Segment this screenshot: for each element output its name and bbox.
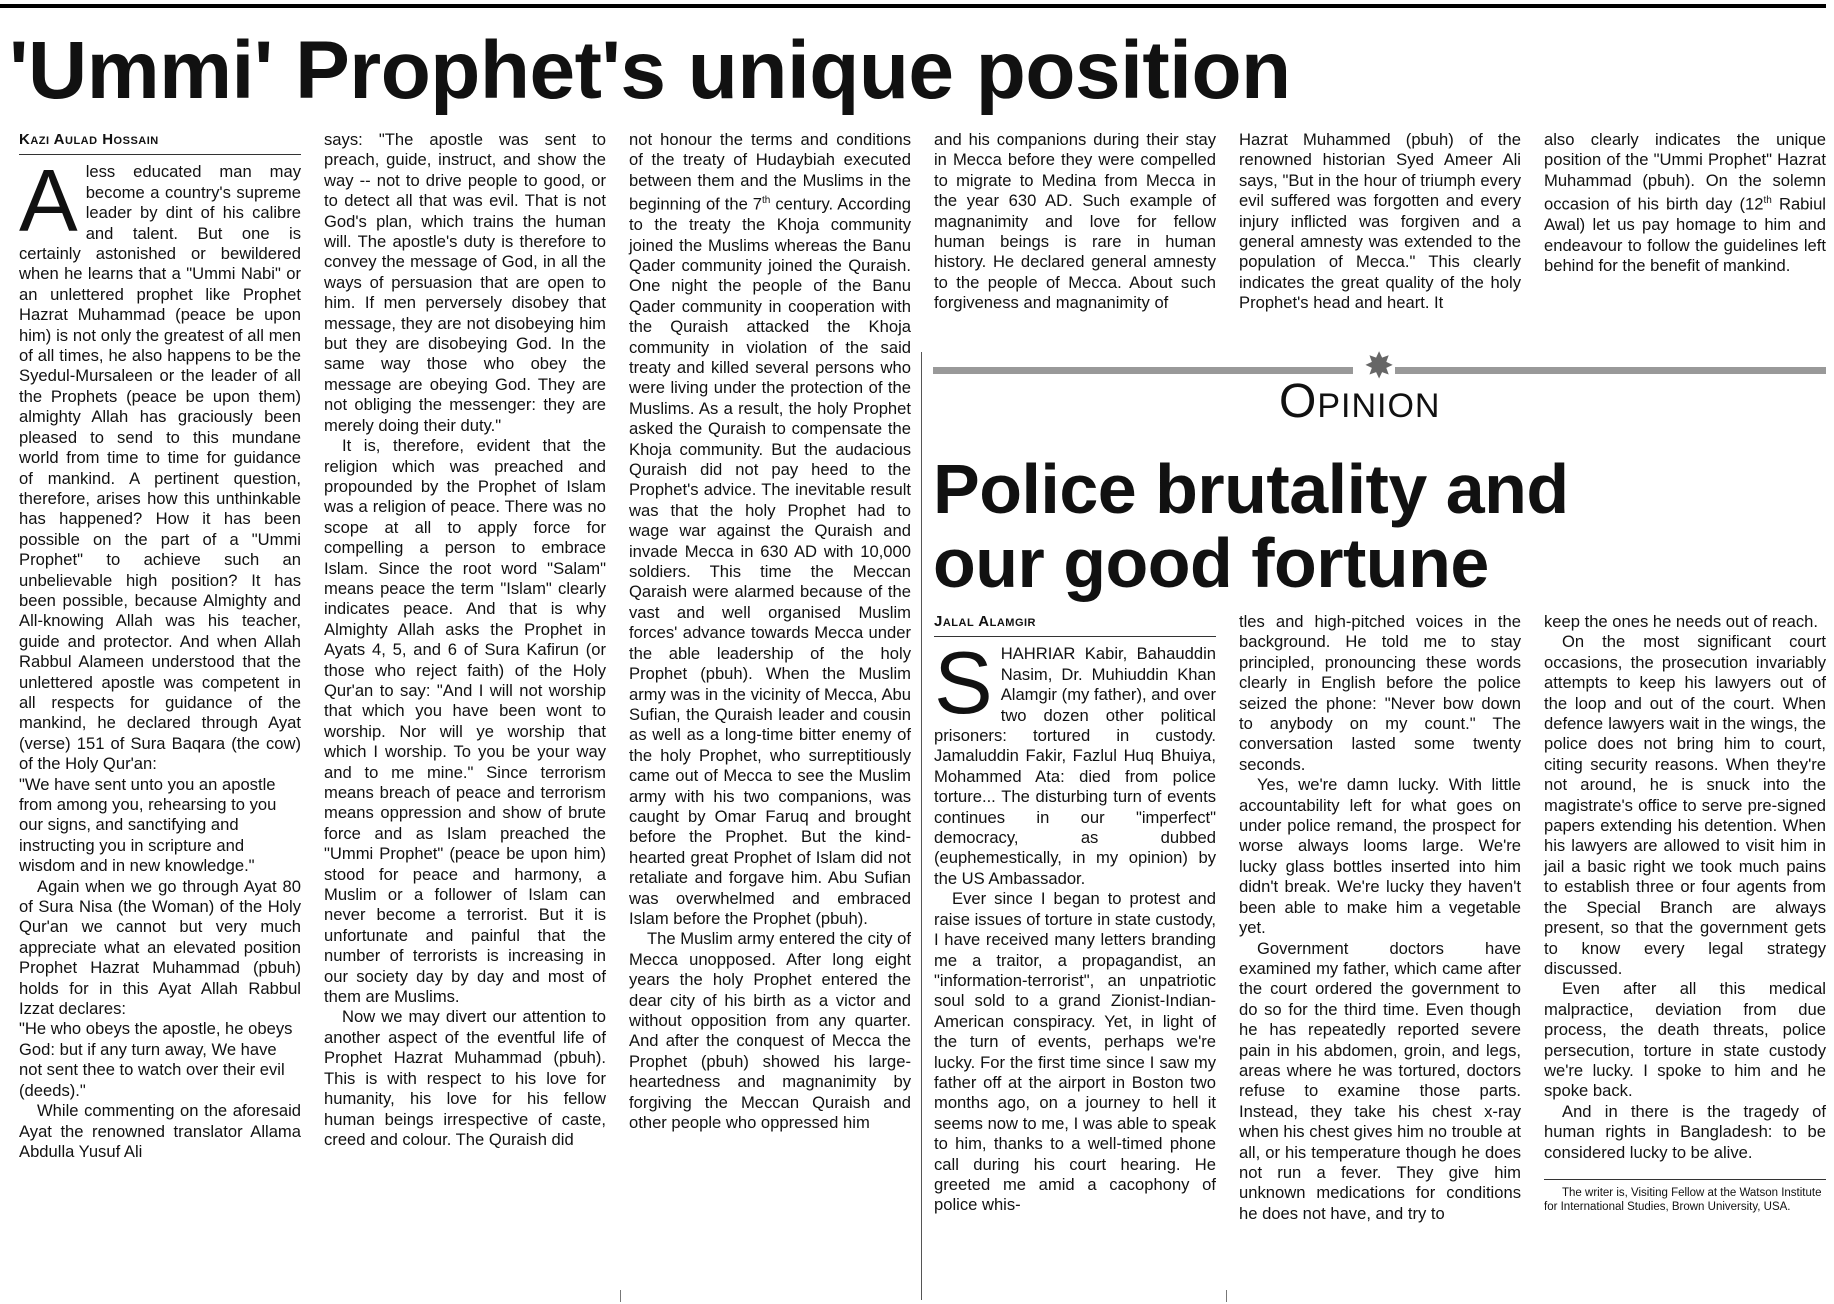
article1-column-6 (1544, 130, 1826, 276)
article1-paragraph: Aless educated man may become a country's supreme leader by dint of his calibre and talent. But one is certainly astonished or bewildered when he learns that a "Ummi Nabi" or an unlettered prophet like Prophet Hazrat Muhammad (peace be upon him) is not only the greatest of all men of all times, he also happens to be the Syedul-Mursaleen or the leader of all the Prophets (peace be upon them) almighty Allah has graciously been pleased to send to this mundane world from time to time for guidance of mankind. A pertinent question, therefore, arises how this unthinkable has happened? How it has been possible on the part of a "Ummi Prophet" to achieve such an unbelievable high position? It has been possible, because Almighty and All-knowing Allah was his teacher, guide and protector. And when Allah Rabbul Alameen understood that the unlettered apostle was competent in all respects for guidance of the mankind, he declared through Ayat (verse) 151 of Sura Baqara (the cow) of the Holy Qur'an: (19, 151, 301, 774)
article1-column-1 (19, 130, 301, 1162)
section-label: Opinion (1279, 375, 1441, 428)
article1-headline: 'Ummi' Prophet's unique position (9, 25, 1291, 116)
article1-dropcap: A (19, 151, 78, 251)
article1-paragraph: Now we may divert our attention to another aspect of the eventful life of Prophet Hazrat Muhammad (pbuh). This is with respect to his love for humanity, his love for his fellow human beings irrespective of caste, creed and colour. The Quraish did (324, 1007, 606, 1149)
article2-column-3 (1544, 612, 1826, 1214)
article2-paragraph: Yes, we're damn lucky. With little accountability left for what goes on under police remand, the prospect for worse always looms large. We're lucky glass bottles inserted into him didn't break. We're lucky they haven't been able to make him a vegetable yet. (1239, 775, 1521, 938)
article2-headline: Police brutality and our good fortune (933, 450, 1569, 602)
article2-paragraph: Even after all this medical malpractice, deviation from due process, the death threats, police persecution, torture in state custody we're lucky. I spoke to him and he spoke back. (1544, 979, 1826, 1101)
article1-paragraph: Hazrat Muhammed (pbuh) of the renowned historian Syed Ameer Ali says, "But in the hour of triumph every evil suffered was forgotten and every injury inflicted was forgiven and a general amnesty was extended to the population of Mecca." This clearly indicates the great quality of the holy Prophet's head and heart. It (1239, 130, 1521, 313)
article1-column-2 (324, 130, 606, 1150)
article1-paragraph: Again when we go through Ayat 80 of Sura Nisa (the Woman) of the Holy Qur'an we cannot but very much appreciate what an elevated position Prophet Hazrat Muhammad (pbuh) holds for in this Ayat Allah Rabbul Izzat declares: (19, 876, 301, 1019)
article1-quote: "He who obeys the apostle, he obeys God: but if any turn away, We have not sent thee to watch over their evil (deeds)." (19, 1019, 293, 1100)
article2-column-2 (1239, 612, 1521, 1224)
section-rule-right (1395, 367, 1826, 374)
article1-paragraph: not honour the terms and conditions of the treaty of Hudaybiah executed between them and the Muslims in the beginning of the 7th century. According to the treaty the Khoja community joined the Muslims whereas the Banu Qader community joined the Quraish. One night the people of the Banu Qader community in cooperation with the Quraish attacked the Khoja community in violation of the said treaty and killed several persons who were living under the protection of the Muslims. As a result, the holy Prophet asked the Quraish to compensate the Khoja community. But the audacious Quraish did not pay heed to the Prophet's advice. The inevitable result was that the holy Prophet had to wage war against the Quraish and invade Mecca in 630 AD with 10,000 soldiers. This time the Meccan Qaraish were alarmed because of the vast and well organised Muslim forces' advance towards Mecca under the able leadership of the holy Prophet (pbuh). When the Muslim army was in the vicinity of Mecca, Abu Sufian, the Quraish leader and cousin as well as a long-time bitter enemy of the holy Prophet, who surreptitiously came out of Mecca to see the Muslim army with his two companions, was caught by Omar Faruq and brought before the Prophet. But the kind-hearted great Prophet of Islam did not retaliate and forgave him. Abu Sufian was overwhelmed and embraced Islam before the Prophet (pbuh). (629, 130, 911, 928)
crop-mark (1226, 1290, 1227, 1302)
column-divider (921, 352, 922, 1300)
article1-paragraph: It is, therefore, evident that the religion which was preached and propounded by the Prophet of Islam was a religion of peace. There was no scope at all to apply force for compelling a person to embrace Islam. Since the root word "Salam" means peace the term "Islam" clearly indicates peace. And that is why Almighty Allah asks the Prophet in Ayats 4, 5, and 6 of Sura Kafirun (or those who reject faith) of the Holy Qur'an to say: "And I will not worship that which you have been wont to worship. Nor will ye worship that which I worship. To you be your way and to me mine." Since terrorism means breach of peace and terrorism means oppression and show of brute force and as Islam preached the "Ummi Prophet" (peace be upon him) stood for peace and harmony, a Muslim or a follower of Islam can never become a terrorist. But it is unfortunate and painful that the number of terrorists is increasing in our society day by day and most of them are Muslims. (324, 436, 606, 1007)
article2-byline: Jalal Alamgir (934, 612, 1216, 637)
article1-column-5 (1239, 130, 1521, 314)
article1-byline: Kazi Aulad Hossain (19, 130, 301, 155)
article1-paragraph: says: "The apostle was sent to preach, guide, instruct, and show the way -- not to drive people to good, or to detect all that was evil. That is not God's plan, which trains the human will. The apostle's duty is therefore to convey the message of God, in all the ways of persuasion that are open to him. If men perversely disobey that message, they are not disobeying him but they are disobeying God. In the same way those who obey the message are obeying God. They are not obliging the messenger: they are merely doing their duty." (324, 130, 606, 435)
article1-paragraph: The Muslim army entered the city of Mecca unopposed. After long eight years the holy Prophet entered the dear city of his birth as a victor and without opposition from any quarter. And after the conquest of Mecca the Prophet (pbuh) showed his large-heartedness and magnanimity by forgiving the Meccan Quraish and other people who oppressed him (629, 929, 911, 1133)
article2-paragraph: tles and high-pitched voices in the background. He told me to stay principled, pronouncing these words clearly in English before the police seized the phone: "Never bow down to anybody on my count." The conversation lasted some twenty seconds. (1239, 612, 1521, 774)
article2-paragraph: And in there is the tragedy of human rights in Bangladesh: to be considered lucky to be alive. (1544, 1101, 1826, 1162)
article2-dropcap: S (934, 633, 993, 733)
article1-paragraph: also clearly indicates the unique position of the "Ummi Prophet" Hazrat Muhammad (pbuh). On the solemn occasion of his birth day (12th Rabiul Awal) let us pay homage to him and endeavour to follow the guidelines left behind for the benefit of mankind. (1544, 130, 1826, 275)
section-rule-left (933, 367, 1353, 374)
article2-paragraph: On the most significant court occasions, the prosecution invariably attempts to keep his lawyers out of the loop and out of the court. When defence lawyers wait in the wings, the police does not bring him to court, citing security reasons. When they're not around, he is snuck into the magistrate's office to serve pre-signed papers extending his detention. When his lawyers are allowed to visit him in jail a basic right we took much pains to establish three or four agents from the Special Branch are always present, so that the government gets to know every legal strategy discussed. (1544, 632, 1826, 978)
article2-paragraph: Ever since I began to protest and raise issues of torture in state custody, I have received many letters branding me a traitor, a propagandist, an "information-terrorist", an unpatriotic soul sold to a grand Zionist-Indian-American conspiracy. Yet, in light of the turn of events, perhaps we're lucky. For the first time since I saw my father off at the airport in Boston two months ago, on a journey to hell it seems now to me, I was able to speak to him, thanks to a well-timed phone call during his court hearing. He greeted me amid a cacophony of police whis- (934, 889, 1216, 1215)
article1-quote: "We have sent unto you an apostle from among you, rehearsing to you our signs, and sanctifying and instructing you in scripture and wisdom and in new knowledge." (19, 774, 277, 876)
author-footnote: The writer is, Visiting Fellow at the Watson Institute for International Studies, Brown University, USA. (1544, 1179, 1826, 1214)
article2-paragraph: SHAHRIAR Kabir, Bahauddin Nasim, Dr. Muhiuddin Khan Alamgir (my father), and over two dozen other political prisoners: tortured in custody. Jamaluddin Fakir, Fazlul Huq Bhuiya, Mohammed Ata: died from police torture... The disturbing turn of events continues in our "imperfect" democracy, as dubbed (euphemestically, in my opinion) by the US Ambassador. (934, 633, 1216, 888)
crop-mark (620, 1290, 621, 1302)
article2-column-1 (934, 612, 1216, 1216)
article1-column-3 (629, 130, 911, 1133)
star-ornament-icon: ✸ (1364, 345, 1395, 386)
top-rule (0, 4, 1826, 8)
article1-paragraph: While commenting on the aforesaid Ayat the renowned translator Allama Abdulla Yusuf Ali (19, 1101, 301, 1161)
article1-paragraph: and his companions during their stay in Mecca before they were compelled to migrate to Medina from Mecca in the year 630 AD. Such example of magnanimity and love for fellow human beings is rare in human history. He declared general amnesty to the people of Mecca. About such forgiveness and magnanimity of (934, 130, 1216, 313)
article2-paragraph: Government doctors have examined my father, which came after the court ordered the government to do so for the third time. Even though he has repeatedly reported severe pain in his abdomen, groin, and legs, areas where he was tortured, doctors refuse to examine those parts. Instead, they take his chest x-ray when his chest gives him no trouble at all, or his temperature though he does not run a fever. They give him unknown medications for conditions he does not have, and try to (1239, 938, 1521, 1223)
article1-column-4 (934, 130, 1216, 314)
article2-paragraph: keep the ones he needs out of reach. (1544, 612, 1818, 631)
